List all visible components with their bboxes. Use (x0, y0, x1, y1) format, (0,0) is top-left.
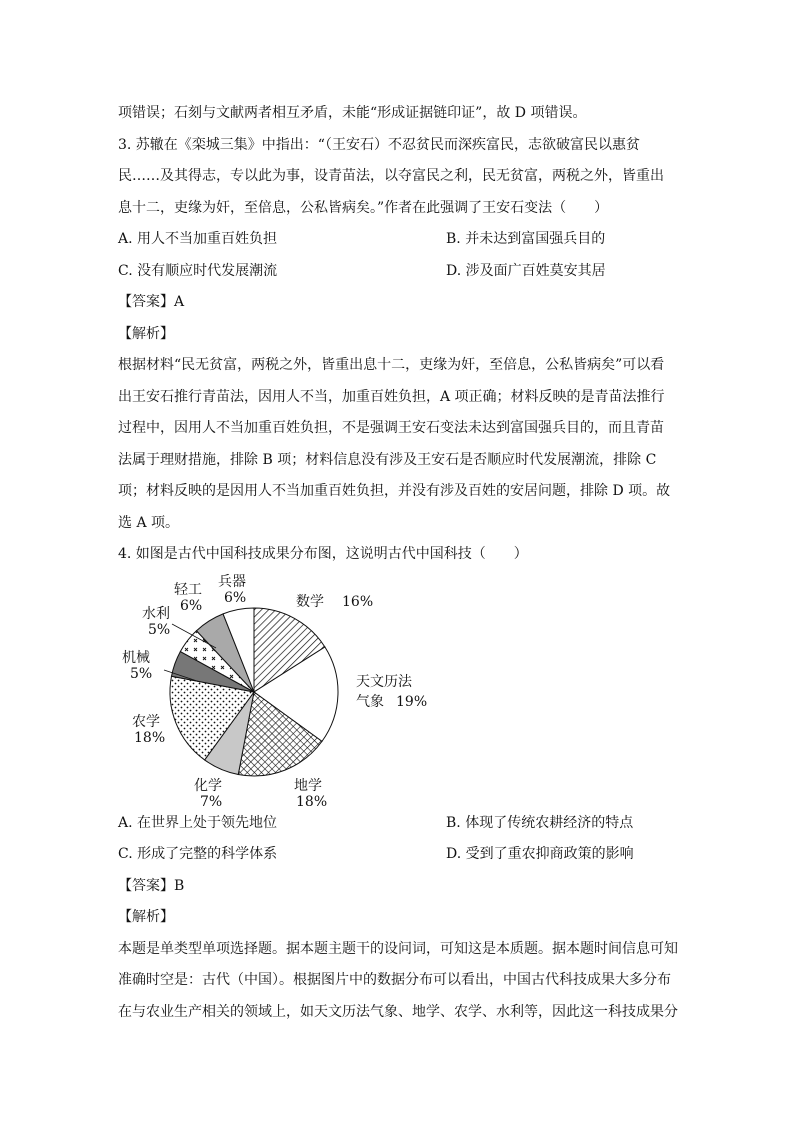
text-line: 项错误；石刻与文献两者相互矛盾，未能“形成证据链印证”，故 D 项错误。 (118, 105, 587, 121)
slice-label-value: 18% (296, 793, 328, 810)
slice-label-value: 18% (134, 729, 166, 746)
answer-label: 【答案】B (118, 877, 185, 894)
slice-label-name: 机械 (122, 649, 150, 666)
document-page (118, 98, 678, 1028)
analysis-label: 【解析】 (118, 909, 174, 925)
option-d: D. 涉及面广百姓莫安其居 (446, 262, 606, 279)
answer-label: 【答案】A (118, 294, 185, 310)
slice-label-name: 兵器 (218, 573, 246, 590)
slice-label-name: 水利 (142, 605, 170, 622)
slice-label-name: 气象 (356, 693, 384, 710)
option-b: B. 并未达到富国强兵目的 (446, 231, 606, 247)
slice-label-value: 6% (224, 589, 247, 606)
slice-label-name: 轻工 (174, 581, 202, 598)
option-a: A. 用人不当加重百姓负担 (118, 231, 278, 247)
slice-label-name: 农学 (132, 713, 160, 730)
slice-label-value: 16% (342, 593, 374, 610)
analysis-text: 准确时空是：古代（中国）。根据图片中的数据分布可以看出，中国古代科技成果大多分布 (118, 972, 671, 988)
question-3-stem: 息十二，吏缘为奸，至倍息，公私皆病矣。”作者在此强调了王安石变法（ ） (118, 199, 609, 216)
slice-label-value: 7% (200, 793, 223, 810)
option-d: D. 受到了重农抑商政策的影响 (446, 846, 634, 862)
slice-label-name: 地学 (294, 777, 322, 794)
question-4-options (118, 808, 678, 871)
analysis-text: 法属于理财措施，排除 B 项；材料信息没有涉及王安石是否顺应时代发展潮流，排除 C (118, 451, 657, 468)
option-a: A. 在世界上处于领先地位 (118, 814, 278, 831)
analysis-label: 【解析】 (118, 325, 174, 342)
slice-label-value: 6% (180, 597, 203, 614)
option-c: C. 形成了完整的科学体系 (118, 846, 278, 862)
option-b: B. 体现了传统农耕经济的特点 (446, 814, 634, 831)
analysis-text: 出王安石推行青苗法，因用人不当，加重百姓负担，A 项正确；材料反映的是青苗法推行 (118, 388, 665, 405)
option-c: C. 没有顺应时代发展潮流 (118, 262, 278, 279)
slice-label-name: 化学 (194, 777, 222, 794)
slice-label-name: 天文历法 (356, 673, 412, 690)
slice-label-value: 5% (130, 665, 153, 682)
slice-label-value: 5% (148, 621, 171, 638)
analysis-text: 本题是单类型单项选择题。据本题主题干的设问词，可知这是本质题。据本题时间信息可知 (118, 940, 678, 957)
question-3-stem: 民……及其得志，专以此为事，设青苗法，以夺富民之利，民无贫富，两税之外，皆重出 (118, 168, 664, 184)
question-4-stem: 4. 如图是古代中国科技成果分布图，这说明古代中国科技（ ） (118, 546, 528, 562)
pie-chart (120, 573, 428, 810)
slice-label-value: 19% (396, 693, 428, 710)
analysis-text: 根据材料“民无贫富，两税之外，皆重出息十二，吏缘为奸，至倍息，公私皆病矣”可以看 (118, 357, 665, 373)
question-3-stem: 3. 苏辙在《栾城三集》中指出：“（王安石）不忍贫民而深疾富民，志欲破富民以惠贫 (118, 136, 640, 153)
analysis-text: 项；材料反映的是因用人不当加重百姓负担，并没有涉及百姓的安居问题，排除 D 项。故 (118, 483, 671, 499)
slice-label-name: 数学 (296, 593, 324, 610)
pie-chart-svg (120, 573, 428, 810)
question-3-options (118, 224, 678, 287)
analysis-text: 在与农业生产相关的领域上，如天文历法气象、地学、农学、水利等，因此这一科技成果分 (118, 1003, 678, 1020)
analysis-text: 过程中，因用人不当加重百姓负担，不是强调王安石变法未达到富国强兵目的，而且青苗 (118, 420, 664, 436)
analysis-text: 选 A 项。 (118, 514, 180, 531)
